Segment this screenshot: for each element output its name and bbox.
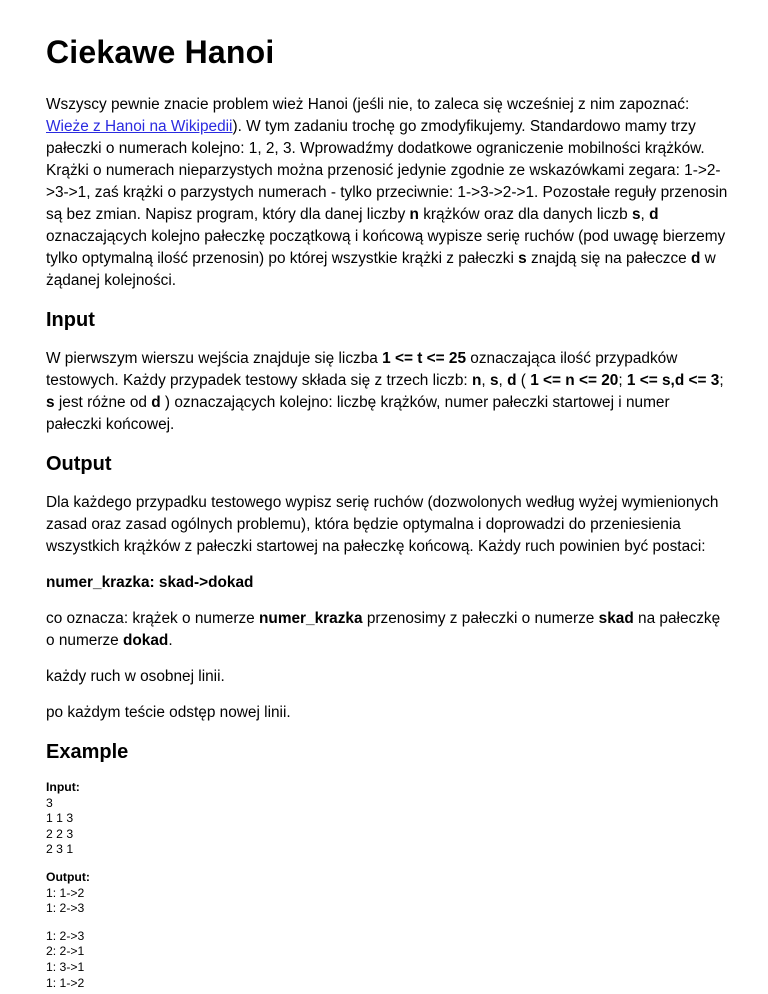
input-bold: n <box>472 372 482 389</box>
input-bold: s <box>489 372 499 389</box>
input-heading: Input <box>46 309 95 331</box>
example-output-line: 1: 2->3 <box>46 928 85 943</box>
intro-paragraph <box>46 94 728 292</box>
bold-d: d <box>691 250 701 267</box>
page-title: Ciekawe Hanoi <box>46 34 275 70</box>
intro-text: w żądanej kolejności. <box>46 250 716 289</box>
blank-line <box>46 917 728 929</box>
format-bold: dokad <box>123 632 169 649</box>
format-text: . <box>168 632 173 649</box>
input-bold: s <box>46 394 55 411</box>
input-text: oznaczająca ilość przypadków testowych. Każdy przypadek testowy składa się z trzech liczb: <box>46 350 678 389</box>
example-input-line: 2 2 3 <box>46 826 74 841</box>
intro-text: , <box>640 206 650 223</box>
bold-n: n <box>409 206 419 223</box>
intro-text: oznaczających kolejno pałeczkę początkową i końcową wypisze serię ruchów (pod uwagę bierzemy tylko optymalną ilość przenosin) po której wszystkie krążki z pałeczki <box>46 228 726 267</box>
move-format: numer_krazka: skad->dokad <box>46 574 254 591</box>
intro-text: krążków oraz dla danych liczb <box>418 206 632 223</box>
intro-text: Wszyscy pewnie znacie problem wież Hanoi (jeśli nie, to zaleca się wcześniej z nim zapoznać: <box>46 96 690 113</box>
example-output-line: 1: 1->2 <box>46 885 85 900</box>
format-bold: skad <box>598 610 634 627</box>
input-bold: 1 <= s,d <= 3 <box>626 372 720 389</box>
example-input-line: 3 <box>46 795 53 810</box>
intro-text: znajdą się na pałeczce <box>526 250 691 267</box>
input-text: ; <box>618 372 627 389</box>
bold-s: s <box>631 206 641 223</box>
output-note-lines: każdy ruch w osobnej linii. <box>46 668 225 685</box>
input-text: ) oznaczających kolejno: liczbę krążków, numer pałeczki startowej i numer pałeczki końcowej. <box>46 394 670 433</box>
bold-d: d <box>649 206 659 223</box>
input-paragraph <box>46 348 728 436</box>
input-text: jest różne od <box>54 394 152 411</box>
example-input-line: 2 3 1 <box>46 842 74 857</box>
example-output <box>46 870 728 991</box>
intro-text: ). W tym zadaniu trochę go zmodyfikujemy. Standardowo mamy trzy pałeczki o numerach kolejno: 1, 2, 3. Wprowadźmy dodatkowe ograniczenie mobilności krążków. Krążki o numerach nieparzystych można przenosić jedynie zgodnie ze wskazówkami zegara: 1->2->3->1, zaś krążki o parzystych numerach - tylko przeciwnie: 1->3->2->1. Pozostałe reguły przenosin są bez zmian. Napisz program, który dla danej liczby <box>46 118 728 223</box>
output-note-tests: po każdym teście odstęp nowej linii. <box>46 704 291 721</box>
input-text: , <box>498 372 508 389</box>
input-bold: d <box>151 394 161 411</box>
output-heading: Output <box>46 453 112 475</box>
input-text: W pierwszym wierszu wejścia znajduje się liczba <box>46 350 383 367</box>
format-text: co oznacza: krążek o numerze <box>46 610 260 627</box>
bold-s: s <box>518 250 527 267</box>
input-bold: 1 <= n <= 20 <box>530 372 619 389</box>
input-bold: 1 <= t <= 25 <box>382 350 467 367</box>
input-bold: d <box>507 372 517 389</box>
format-text: na pałeczkę o numerze <box>46 610 721 649</box>
format-explanation <box>46 608 728 652</box>
example-input <box>46 780 728 858</box>
input-text: , <box>481 372 490 389</box>
example-output-line: 1: 2->3 <box>46 901 85 916</box>
output-paragraph: Dla każdego przypadku testowego wypisz serię ruchów (dozwolonych według wyżej wymienionych zasad oraz zasad ogólnych problemu), która będzie optymalna i doprowadzi do przeniesienia wszystkich krążków z pałeczki startowej na pałeczkę końcową. Każdy ruch powinien być postaci: <box>46 494 719 555</box>
example-output-line: 1: 1->2 <box>46 975 85 990</box>
example-heading: Example <box>46 741 129 763</box>
wikipedia-link[interactable]: Wieże z Hanoi na Wikipedii <box>46 118 233 135</box>
example-output-line: 2: 2->1 <box>46 944 85 959</box>
format-text: przenosimy z pałeczki o numerze <box>362 610 599 627</box>
example-output-label: Output: <box>46 869 90 884</box>
example-output-line: 1: 3->1 <box>46 959 85 974</box>
example-input-line: 1 1 3 <box>46 811 74 826</box>
input-text: ( <box>516 372 531 389</box>
input-text: ; <box>719 372 724 389</box>
example-input-label: Input: <box>46 780 80 794</box>
format-bold: numer_krazka <box>259 610 363 627</box>
